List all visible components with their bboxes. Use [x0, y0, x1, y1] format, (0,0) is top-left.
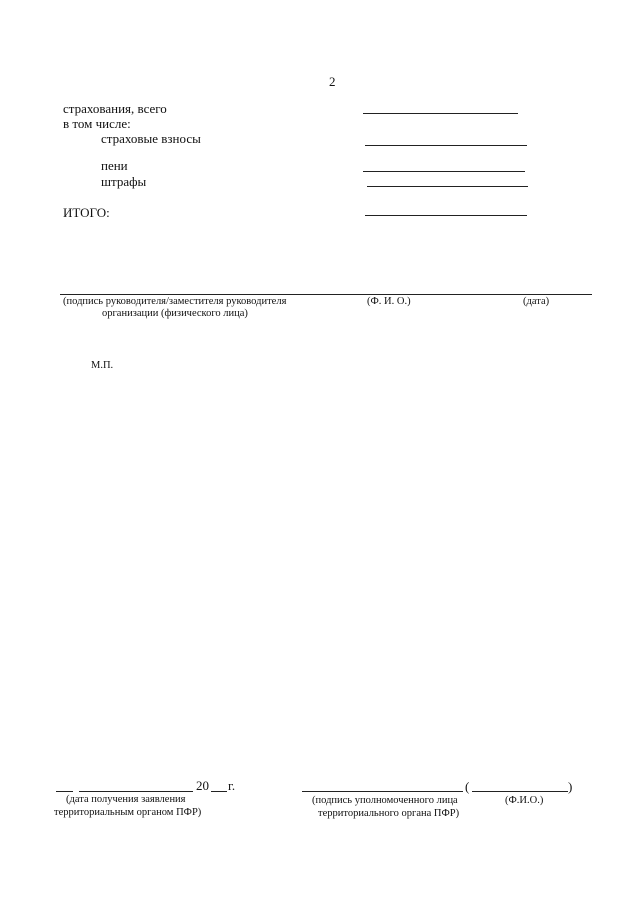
officer-signature-line — [302, 791, 463, 792]
stamp-label: М.П. — [91, 360, 114, 371]
insurance-total-label: страхования, всего — [63, 101, 167, 116]
total-label: ИТОГО: — [63, 205, 110, 220]
penalties-line — [363, 171, 525, 172]
officer-caption-line2: территориального органа ПФР) — [318, 808, 460, 819]
fines-label: штрафы — [101, 174, 147, 189]
total-line — [365, 215, 527, 216]
head-signature-caption-line1: (подпись руководителя/заместителя руководителя — [63, 296, 287, 307]
head-signature-caption-line2: организации (физического лица) — [102, 308, 248, 319]
including-label: в том числе: — [63, 116, 131, 131]
receipt-caption-line2: территориальным органом ПФР) — [54, 807, 202, 818]
page-number: 2 — [329, 74, 336, 89]
head-signature-line — [60, 294, 592, 295]
head-date-caption: (дата) — [523, 296, 550, 307]
contributions-label: страховые взносы — [101, 131, 201, 146]
receipt-year-line — [211, 791, 227, 792]
officer-fio-caption: (Ф.И.О.) — [505, 795, 544, 806]
contributions-line — [365, 145, 527, 146]
receipt-day-line — [56, 791, 73, 792]
officer-fio-open-paren: ( — [465, 779, 470, 794]
penalties-label: пени — [101, 158, 128, 173]
officer-caption-line1: (подпись уполномоченного лица — [312, 795, 458, 806]
officer-fio-line — [472, 791, 568, 792]
receipt-year-suffix: г. — [228, 778, 236, 793]
fines-line — [367, 186, 528, 187]
insurance-total-line — [363, 113, 518, 114]
head-fio-caption: (Ф. И. О.) — [367, 296, 411, 307]
receipt-year-prefix: 20 — [196, 778, 209, 793]
receipt-caption-line1: (дата получения заявления — [66, 794, 186, 805]
receipt-month-line — [79, 791, 193, 792]
officer-fio-close-paren: ) — [568, 779, 573, 794]
